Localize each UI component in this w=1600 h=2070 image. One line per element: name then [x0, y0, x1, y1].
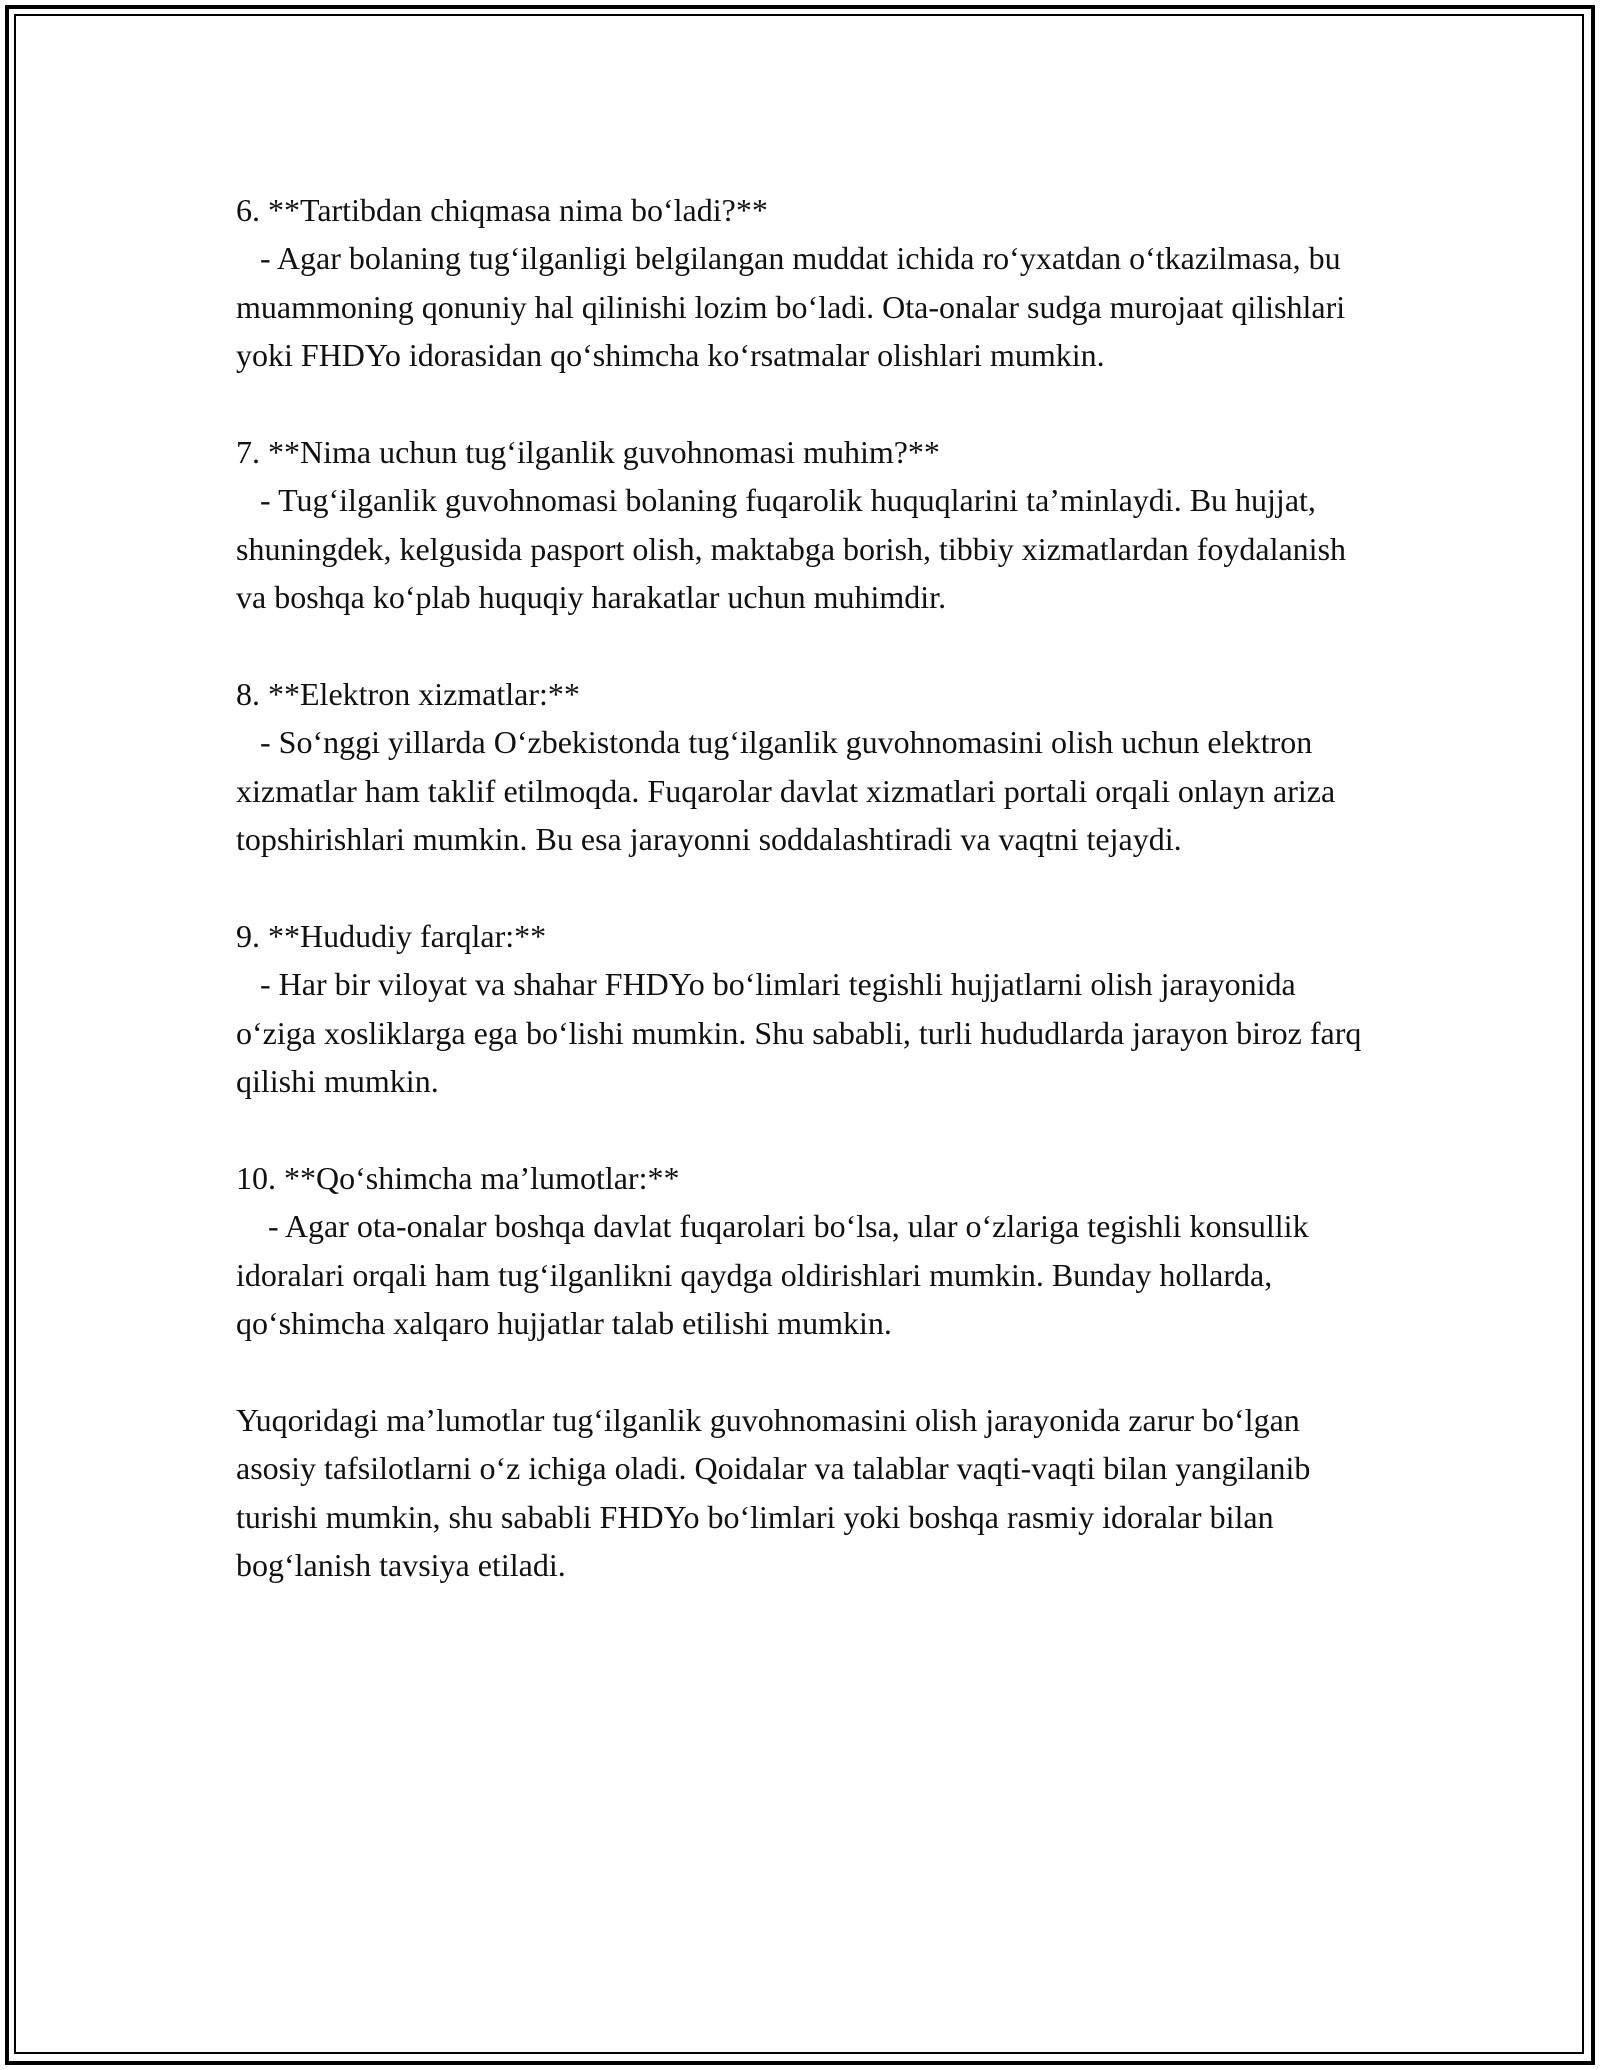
section-7 [236, 428, 1376, 622]
conclusion-paragraph: Yuqoridagi ma’lumotlar tug‘ilganlik guvohnomasini olish jarayonida zarur bo‘lgan asosiy tafsilotlarni o‘z ichiga oladi. Qoidalar va talablar vaqti-vaqti bilan yangilanib turishi mumkin, shu sababli FHDYo bo‘limlari yoki boshqa rasmiy idoralar bilan bog‘lanish tavsiya etiladi. [236, 1402, 1319, 1584]
section-heading: 8. **Elektron xizmatlar:** [236, 676, 580, 713]
section-paragraph: - Tug‘ilganlik guvohnomasi bolaning fuqarolik huquqlarini ta’minlaydi. Bu hujjat, shuningdek, kelgusida pasport olish, maktabga borish, tibbiy xizmatlardan foydalanish va boshqa ko‘plab huquqiy harakatlar uchun muhimdir. [236, 482, 1355, 616]
section-6 [236, 186, 1376, 380]
section-8 [236, 670, 1376, 864]
document-body [236, 186, 1376, 1638]
section-10 [236, 1154, 1376, 1348]
conclusion-section [236, 1396, 1376, 1590]
section-9 [236, 912, 1376, 1106]
section-heading: 9. **Hududiy farqlar:** [236, 918, 547, 955]
section-paragraph: - Agar bolaning tug‘ilganligi belgilangan muddat ichida ro‘yxatdan o‘tkazilmasa, bu muammoning qonuniy hal qilinishi lozim bo‘ladi. Ota-onalar sudga murojaat qilishlari yoki FHDYo idorasidan qo‘shimcha ko‘rsatmalar olishlari mumkin. [236, 240, 1354, 374]
section-heading: 7. **Nima uchun tug‘ilganlik guvohnomasi muhim?** [236, 434, 940, 471]
section-paragraph: - So‘nggi yillarda O‘zbekistonda tug‘ilganlik guvohnomasini olish uchun elektron xizmatlar ham taklif etilmoqda. Fuqarolar davlat xizmatlari portali orqali onlayn ariza topshirishlari mumkin. Bu esa jarayonni soddalashtiradi va vaqtni tejaydi. [236, 724, 1344, 858]
section-heading: 10. **Qo‘shimcha ma’lumotlar:** [236, 1160, 680, 1197]
section-paragraph: - Agar ota-onalar boshqa davlat fuqarolari bo‘lsa, ular o‘zlariga tegishli konsullik idoralari orqali ham tug‘ilganlikni qaydga oldirishlari mumkin. Bunday hollarda, qo‘shimcha xalqaro hujjatlar talab etilishi mumkin. [236, 1208, 1317, 1342]
section-paragraph: - Har bir viloyat va shahar FHDYo bo‘limlari tegishli hujjatlarni olish jarayonida o‘ziga xosliklarga ega bo‘lishi mumkin. Shu sababli, turli hududlarda jarayon biroz farq qilishi mumkin. [236, 966, 1370, 1100]
section-heading: 6. **Tartibdan chiqmasa nima bo‘ladi?** [236, 192, 768, 228]
